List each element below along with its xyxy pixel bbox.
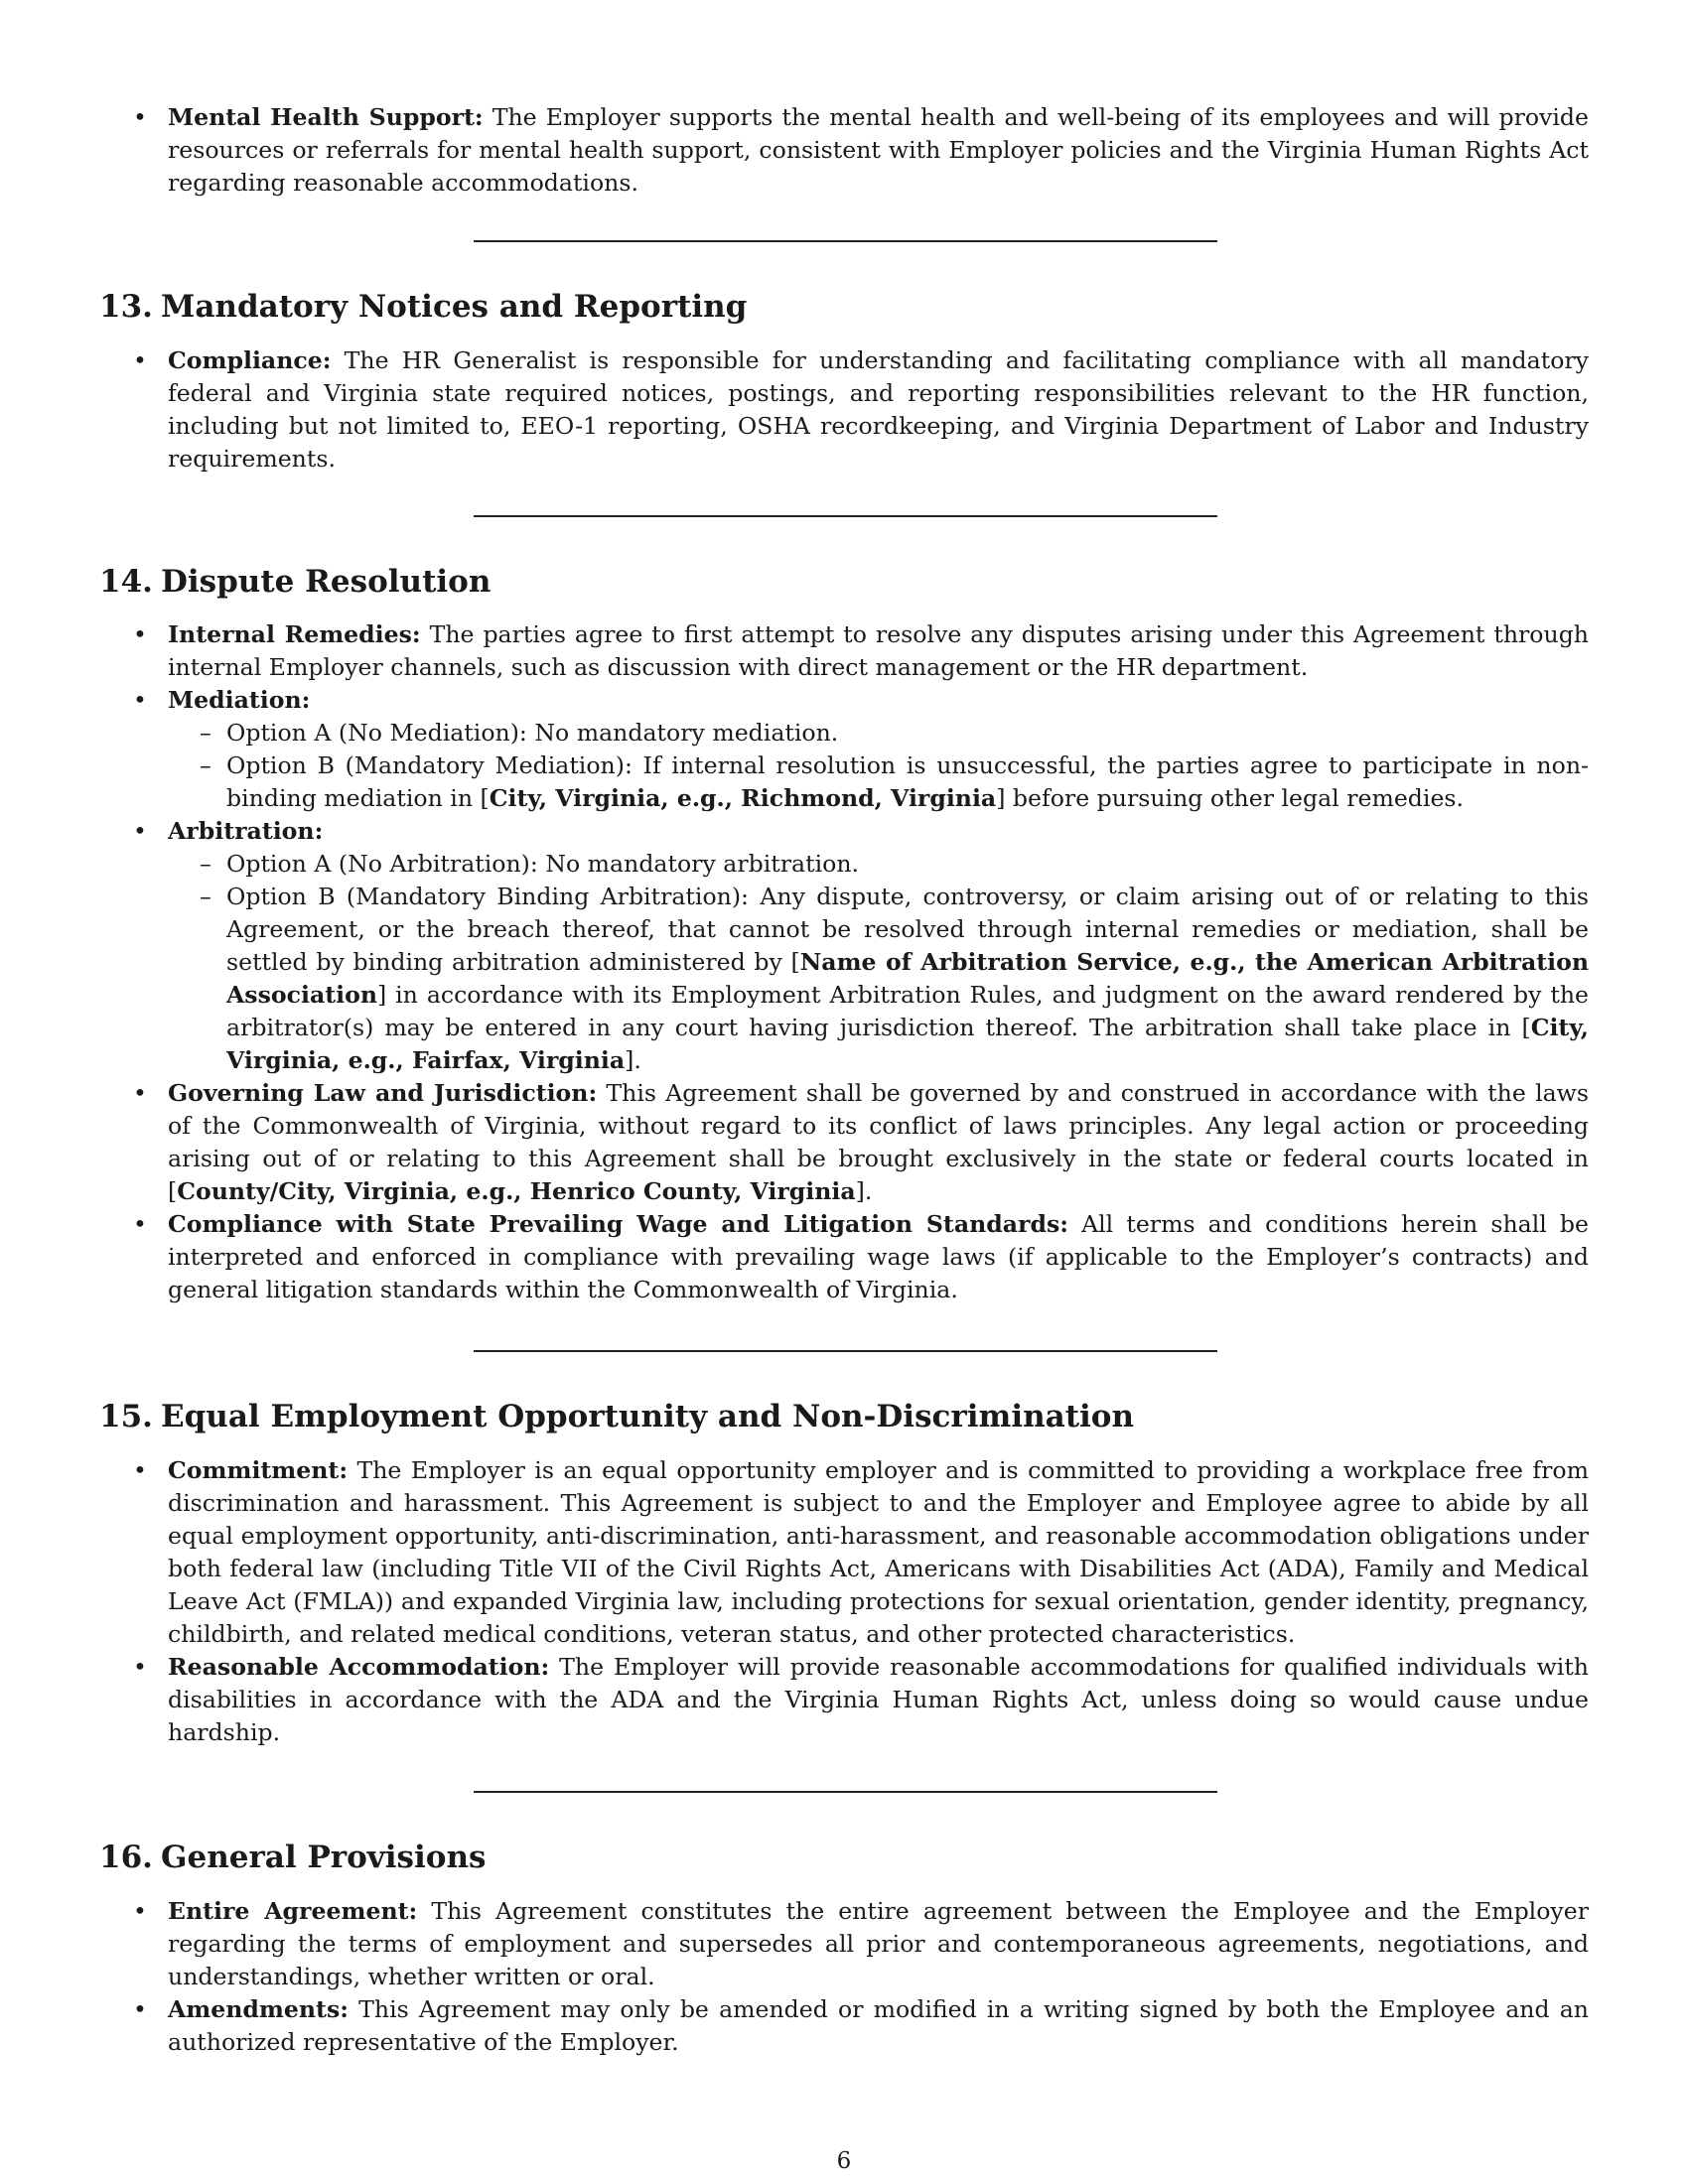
reasonable-accommodation-item: • Reasonable Accommodation: The Employer will provide reasonable accommodations for qualified individuals with disabilities in accordance with the ADA and the Virginia Human Rights Act, unless doing so would cause undue hardship. (99, 1651, 1589, 1749)
commitment-item: • Commitment: The Employer is an equal opportunity employer and is committed to providing a workplace free from discrimination and harassment. This Agreement is subject to and the Employer and Employee agree to abide by all equal employment opportunity, anti-discrimination, anti-harassment, and reasonable accommodation obligations under both federal law (including Title VII of the Civil Rights Act, Americans with Disabilities Act (ADA), Family and Medical Leave Act (FMLA)) and expanded Virginia law, including protections for sexual orientation, gender identity, pregnancy, childbirth, and related medical conditions, veteran status, and other protected characteristics. (99, 1454, 1589, 1651)
section-15-body (99, 1454, 1589, 1749)
section-13-heading: 13. Mandatory Notices and Reporting (99, 289, 748, 325)
mental-health-item: • Mental Health Support: The Employer supports the mental health and well-being of its employees and will provide resources or referrals for mental health support, consistent with Employer policies and the Virginia Human Rights Act regarding reasonable accommodations. (99, 101, 1589, 200)
compliance-item: • Compliance: The HR Generalist is responsible for understanding and facilitating compliance with all mandatory federal and Virginia state required notices, postings, and reporting responsibilities relevant to the HR function, including but not limited to, EEO-1 reporting, OSHA recordkeeping, and Virginia Department of Labor and Industry requirements. (99, 344, 1589, 476)
section-divider (474, 240, 1217, 242)
section-divider (474, 1791, 1217, 1793)
section-divider (474, 1350, 1217, 1352)
mediation-option-a: – Option A (No Mediation): No mandatory mediation. (168, 717, 1589, 750)
section-13-body (99, 344, 1589, 476)
amendments-item: • Amendments: This Agreement may only be amended or modified in a writing signed by both the Employee and an authorized representative of the Employer. (99, 1993, 1589, 2059)
governing-law-item: • Governing Law and Jurisdiction: This Agreement shall be governed by and construed in accordance with the laws of the Commonwealth of Virginia, without regard to its conflict of laws principles. Any legal action or proceeding arising out of or relating to this Agreement shall be brought exclusively in the state or federal courts located in [County/City, Virginia, e.g., Henrico County, Virginia]. (99, 1077, 1589, 1208)
internal-remedies-item: • Internal Remedies: The parties agree to first attempt to resolve any disputes arising under this Agreement through internal Employer channels, such as discussion with direct management or the HR department. (99, 618, 1589, 684)
entire-agreement-item: • Entire Agreement: This Agreement constitutes the entire agreement between the Employee and the Employer regarding the terms of employment and supersedes all prior and contemporaneous agreements, negotiations, and understandings, whether written or oral. (99, 1895, 1589, 1993)
section-divider (474, 515, 1217, 517)
mediation-item: • Mediation: – Option A (No Mediation): No mandatory mediation. – Option B (Mandatory Mediation): If internal resolution is unsuccessful, the parties agree to participate in non-binding mediation in [City, Virginia, e.g., Richmond, Virginia] before pursuing other legal remedies. (99, 684, 1589, 815)
section-14-heading: 14. Dispute Resolution (99, 564, 492, 600)
arbitration-option-b: – Option B (Mandatory Binding Arbitration): Any dispute, controversy, or claim arising out of or relating to this Agreement, or the breach thereof, that cannot be resolved through internal remedies or mediation, shall be settled by binding arbitration administered by [Name of Arbitration Service, e.g., the American Arbitration Association] in accordance with its Employment Arbitration Rules, and judgment on the award rendered by the arbitrator(s) may be entered in any court having jurisdiction thereof. The arbitration shall take place in [City, Virginia, e.g., Fairfax, Virginia]. (168, 881, 1589, 1077)
section-16-heading: 16. General Provisions (99, 1840, 487, 1875)
arbitration-option-a: – Option A (No Arbitration): No mandatory arbitration. (168, 848, 1589, 881)
page-number: 6 (836, 2148, 852, 2174)
section-12-continuation (99, 101, 1589, 200)
section-16-body (99, 1895, 1589, 2059)
mediation-option-b: – Option B (Mandatory Mediation): If internal resolution is unsuccessful, the parties agree to participate in non-binding mediation in [City, Virginia, e.g., Richmond, Virginia] before pursuing other legal remedies. (168, 750, 1589, 815)
prevailing-wage-item: • Compliance with State Prevailing Wage and Litigation Standards: All terms and conditions herein shall be interpreted and enforced in compliance with prevailing wage laws (if applicable to the Employer’s contracts) and general litigation standards within the Commonwealth of Virginia. (99, 1208, 1589, 1306)
section-14-body (99, 618, 1589, 1306)
arbitration-item: • Arbitration: – Option A (No Arbitration): No mandatory arbitration. – Option B (Mandatory Binding Arbitration): Any dispute, controversy, or claim arising out of or relating to this Agreement, or the breach thereof, that cannot be resolved through internal remedies or mediation, shall be settled by binding arbitration administered by [Name of Arbitration Service, e.g., the American Arbitration Association] in accordance with its Employment Arbitration Rules, and judgment on the award rendered by the arbitrator(s) may be entered in any court having jurisdiction thereof. The arbitration shall take place in [City, Virginia, e.g., Fairfax, Virginia]. (99, 815, 1589, 1077)
section-15-heading: 15. Equal Employment Opportunity and Non-Discrimination (99, 1399, 1135, 1434)
